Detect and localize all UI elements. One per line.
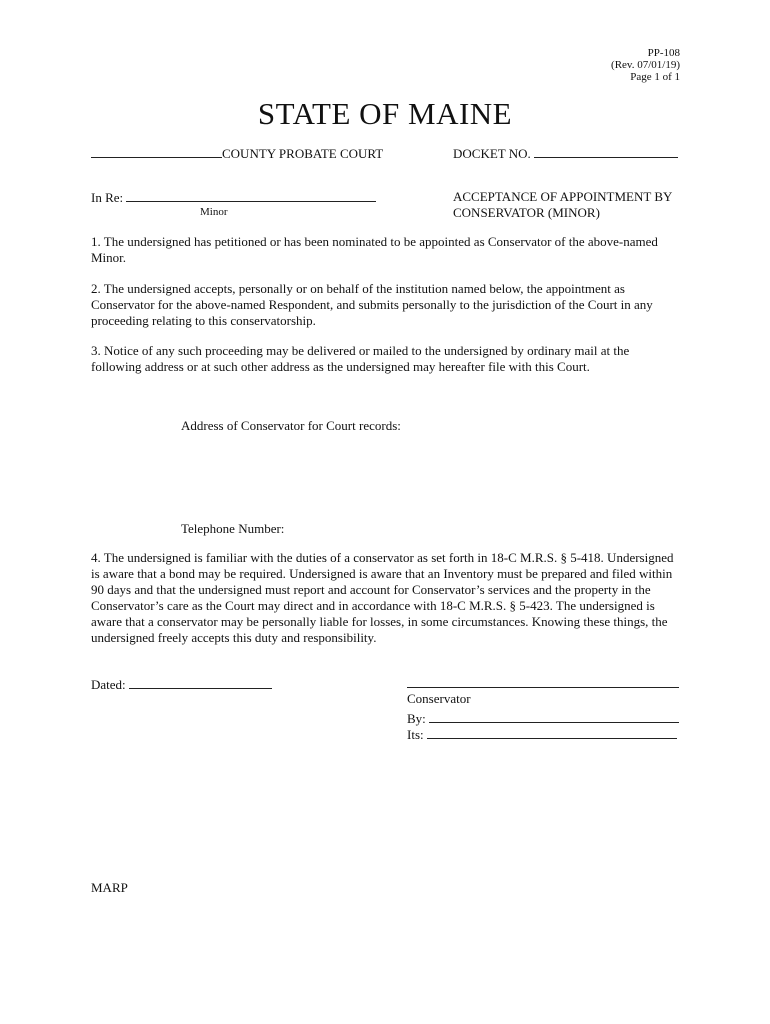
footer-marp: MARP — [91, 880, 128, 895]
dated-label: Dated: — [91, 677, 126, 692]
its-blank[interactable] — [427, 726, 677, 739]
its-label: Its: — [407, 727, 424, 742]
paragraph-3: 3. Notice of any such proceeding may be delivered or mailed to the undersigned by ordinary mail at the following address or at such other address as the undersigned may hereafter file with this Court. — [91, 343, 630, 374]
paragraph-2: 2. The undersigned accepts, personally or on behalf of the institution named below, the appointment as Conservator for the above-named Respondent, and submits personally to the jurisdiction of the Court in any proceeding relating to this conservatorship. — [91, 281, 653, 328]
docket-row — [453, 145, 678, 162]
document-title-line2: CONSERVATOR (MINOR) — [453, 205, 600, 220]
minor-sublabel: Minor — [200, 206, 228, 218]
in-re-row — [91, 189, 376, 206]
county-blank[interactable] — [91, 145, 222, 158]
document-title-line1: ACCEPTANCE OF APPOINTMENT BY — [453, 189, 673, 204]
conservator-signature-line[interactable] — [407, 687, 679, 688]
county-court-row — [91, 145, 383, 162]
in-re-label: In Re: — [91, 190, 124, 205]
page-number: Page 1 of 1 — [630, 71, 680, 83]
docket-label: DOCKET NO. — [453, 146, 531, 161]
paragraph-4: 4. The undersigned is familiar with the duties of a conservator as set forth in 18-C M.R.S. § 5-418. Undersigned is aware that a bond may be required. Undersigned is aware that an Inventory must be prepared and filed within 90 days and that the undersigned must report and account for Conservator’s services and the property in the Conservator’s care as the Court may direct and in accordance with 18-C M.R.S. § 5-423. The undersigned is aware that a conservator may be personally liable for losses, in some circumstances. Knowing these things, the undersigned freely accepts this duty and responsibility. — [91, 550, 674, 645]
form-number: PP-108 — [647, 47, 680, 59]
date-blank[interactable] — [129, 676, 272, 689]
revision-date: (Rev. 07/01/19) — [611, 59, 680, 71]
county-court-label: COUNTY PROBATE COURT — [222, 146, 384, 161]
dated-row — [91, 676, 272, 693]
paragraph-1: 1. The undersigned has petitioned or has been nominated to be appointed as Conservator of the above-named Minor. — [91, 234, 658, 265]
by-row — [407, 710, 679, 727]
its-row — [407, 726, 677, 743]
docket-number-blank[interactable] — [534, 145, 678, 158]
by-label: By: — [407, 711, 426, 726]
telephone-label: Telephone Number: — [181, 521, 285, 536]
conservator-label: Conservator — [407, 691, 471, 706]
in-re-name-blank[interactable] — [126, 189, 376, 202]
page-title: STATE OF MAINE — [257, 96, 513, 131]
address-label: Address of Conservator for Court records: — [181, 418, 401, 433]
by-blank[interactable] — [429, 710, 679, 723]
